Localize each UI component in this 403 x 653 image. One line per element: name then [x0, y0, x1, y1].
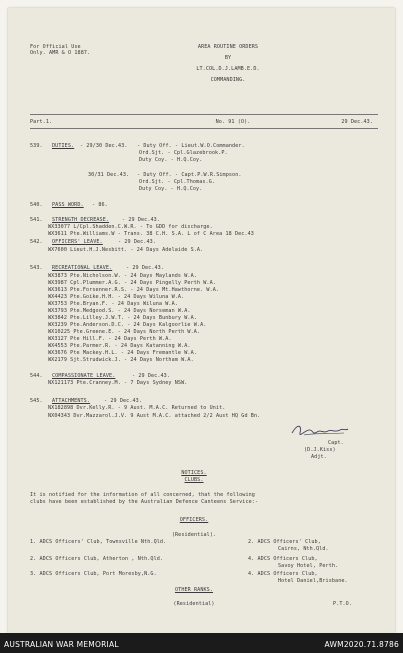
- section-number: 542.: [30, 239, 43, 245]
- section-number: 539.: [30, 143, 43, 149]
- order-number: No. 91 (O).: [215, 119, 251, 125]
- order-line: NX121173 Pte.Cranney.M. - 7 Days Sydney NSW.: [48, 380, 188, 386]
- club-entry-right: 4. ADCS Officers Club,: [248, 571, 318, 577]
- footer-left-label: AUSTRALIAN WAR MEMORIAL: [4, 640, 119, 649]
- leave-line: WX3753 Pte.Bryan.F. - 24 Days Wiluna W.A.: [48, 301, 178, 307]
- commander-name: LT.COL.D.J.LAMB.E.D.: [196, 66, 260, 72]
- club-entry-right: 4. ADCS Officers Club,: [248, 556, 318, 562]
- club-entry: 3. ADCS Officers Club, Port Moresby,N.G.: [30, 571, 157, 577]
- section-heading: STRENGTH DECREASE.: [52, 217, 110, 223]
- header-rule-top: [30, 114, 378, 115]
- section-date: - 29 Dec.43.: [104, 398, 143, 404]
- leave-line: WX2179 Sjt.Strudwick.J. - 24 Days Northam W.A.: [48, 357, 194, 363]
- order-line: WX3611 Pte.Williams.W - Trans. 38 C.H. S.A. L of C Area 18 Dec.43: [48, 231, 254, 237]
- club-entry: 2. ADCS Officers Club, Atherton , Nth.Qld.: [30, 556, 164, 562]
- residential-label: (Residential).: [171, 532, 217, 538]
- leave-line: WX3873 Pte.Nicholson.W. - 24 Days Maylands W.A.: [48, 273, 197, 279]
- section-date: - 29 Dec.43.: [118, 239, 157, 245]
- section-heading: RECREATIONAL LEAVE.: [52, 265, 113, 271]
- notice-intro: clubs have been established by the Australian Defence Canteens Service:-: [30, 499, 259, 505]
- notice-intro: It is notified for the information of all concerned, that the following: [30, 492, 255, 498]
- other-ranks-heading: OTHER RANKS.: [174, 587, 214, 593]
- order-line: WX33077 L/Cpl.Shadden.C.W.R. - To GDD for discharge.: [48, 224, 213, 230]
- club-entry: 1. ADCS Officers' Club, Townsville Nth.Qld.: [30, 539, 167, 545]
- commanding-label: COMMANDING.: [210, 77, 246, 83]
- orders-by: BY: [224, 55, 232, 61]
- section-heading: ATTACHMENTS.: [52, 398, 91, 404]
- leave-line: WX3239 Pte.Anderson.D.C. - 24 Days Kalgoorlie W.A.: [48, 322, 207, 328]
- leave-line: WX3613 Pte.Forsenner.R.S. - 24 Days Mt.Hawthorne. W.A.: [48, 287, 220, 293]
- orders-title: AREA ROUTINE ORDERS: [197, 44, 259, 50]
- section-date: 30/31 Dec.43.: [88, 172, 130, 178]
- leave-line: WX10225 Pte.Greene.E. - 24 Days North Perth W.A.: [48, 329, 201, 335]
- header-rule-bottom: [30, 128, 378, 129]
- duty-line: - Duty Off. - Lieut.W.O.Commander.: [137, 143, 245, 149]
- handwritten-signature: [290, 421, 350, 441]
- section-date: - 29 Dec.43.: [126, 265, 165, 271]
- order-date: 29 Dec.43.: [341, 119, 373, 125]
- section-date: - 29 Dec.43.: [132, 373, 171, 379]
- signature-role: Adjt.: [311, 454, 327, 460]
- signature-rank: Capt.: [328, 440, 344, 446]
- part-label: Part.1.: [30, 119, 53, 125]
- signature-name: (D.J.Kiss): [304, 447, 336, 453]
- club-entry-right: Cairns, Nth.Qld.: [278, 546, 329, 552]
- duty-line: Ord.Sjt. - Cpl.Thomas.G.: [139, 179, 216, 185]
- duty-line: - Duty Off. - Capt.P.W.R.Simpson.: [137, 172, 242, 178]
- section-number: 541.: [30, 217, 43, 223]
- section-heading: DUTIES.: [52, 143, 75, 149]
- leave-line: WX3127 Pte Hill.F. - 24 Days Perth W.A.: [48, 336, 172, 342]
- footer-right-label: AWM2020.71.8786: [324, 640, 399, 649]
- section-date: - 29 Dec.43.: [122, 217, 161, 223]
- official-use-ref: Only. AMR & O 1887.: [30, 50, 91, 56]
- section-heading: PASS WORD.: [52, 202, 84, 208]
- pto-label: P.T.O.: [333, 601, 353, 607]
- section-date: - 29/30 Dec.43.: [80, 143, 128, 149]
- section-heading: OFFICERS' LEAVE.: [52, 239, 103, 245]
- club-entry-right: 2. ADCS Officers' Club,: [248, 539, 321, 545]
- duty-line: Duty Coy. - H.Q.Coy.: [139, 157, 203, 163]
- clubs-heading: CLUBS.: [184, 477, 204, 483]
- leave-line: WX4553 Pte.Parmer.R. - 24 Days Katanning W.A.: [48, 343, 191, 349]
- residential-label: (Residential): [173, 601, 215, 607]
- duty-line: Ord.Sjt. - Cpl.Glazebrook.P.: [139, 150, 228, 156]
- leave-line: WX3987 Cpl.Plummer.A.G. - 24 Days Pingelly Perth W.A.: [48, 280, 216, 286]
- club-entry-right: Hotel Daniel,Brisbane.: [278, 578, 348, 584]
- section-heading: COMPASSIONATE LEAVE.: [52, 373, 116, 379]
- order-line: WX7600 Lieut.H.J.Nesbitt. - 24 Days Adelaide S.A.: [48, 247, 204, 253]
- section-number: 540.: [30, 202, 43, 208]
- section-number: 544.: [30, 373, 43, 379]
- club-entry-right: Savoy Hotel, Perth.: [278, 563, 339, 569]
- leave-line: WX3793 Pte.Medgood.S. - 24 Days Norseman W.A.: [48, 308, 191, 314]
- officers-heading: OFFICERS.: [179, 517, 209, 523]
- order-line: NX182898 Dvr.Kelly.R. - 9 Aust. M.A.C. Returned to Unit.: [48, 405, 226, 411]
- leave-line: WX3676 Pte Mackey.H.L. - 24 Days Fremantle W.A.: [48, 350, 197, 356]
- order-line: NX04343 Dvr.Mazzarol.J.V. 9 Aust M.A.C. attached 2/2 Aust HQ Gd Bn.: [48, 413, 261, 419]
- leave-line: WX3842 Pte.Lilley.J.W.T. - 24 Days Bunbury W.A.: [48, 315, 197, 321]
- section-number: 543.: [30, 265, 43, 271]
- pass-word-value: - 86.: [92, 202, 108, 208]
- document-page: [8, 8, 395, 633]
- footer-bar: [0, 633, 403, 653]
- leave-line: WX4423 Pte.Goike.H.H. - 24 Days Wiluna W.A.: [48, 294, 185, 300]
- duty-line: Duty Coy. - H.Q.Coy.: [139, 186, 203, 192]
- section-number: 545.: [30, 398, 43, 404]
- official-use-label: For Official Use: [30, 44, 81, 50]
- notices-heading: NOTICES.: [181, 470, 207, 476]
